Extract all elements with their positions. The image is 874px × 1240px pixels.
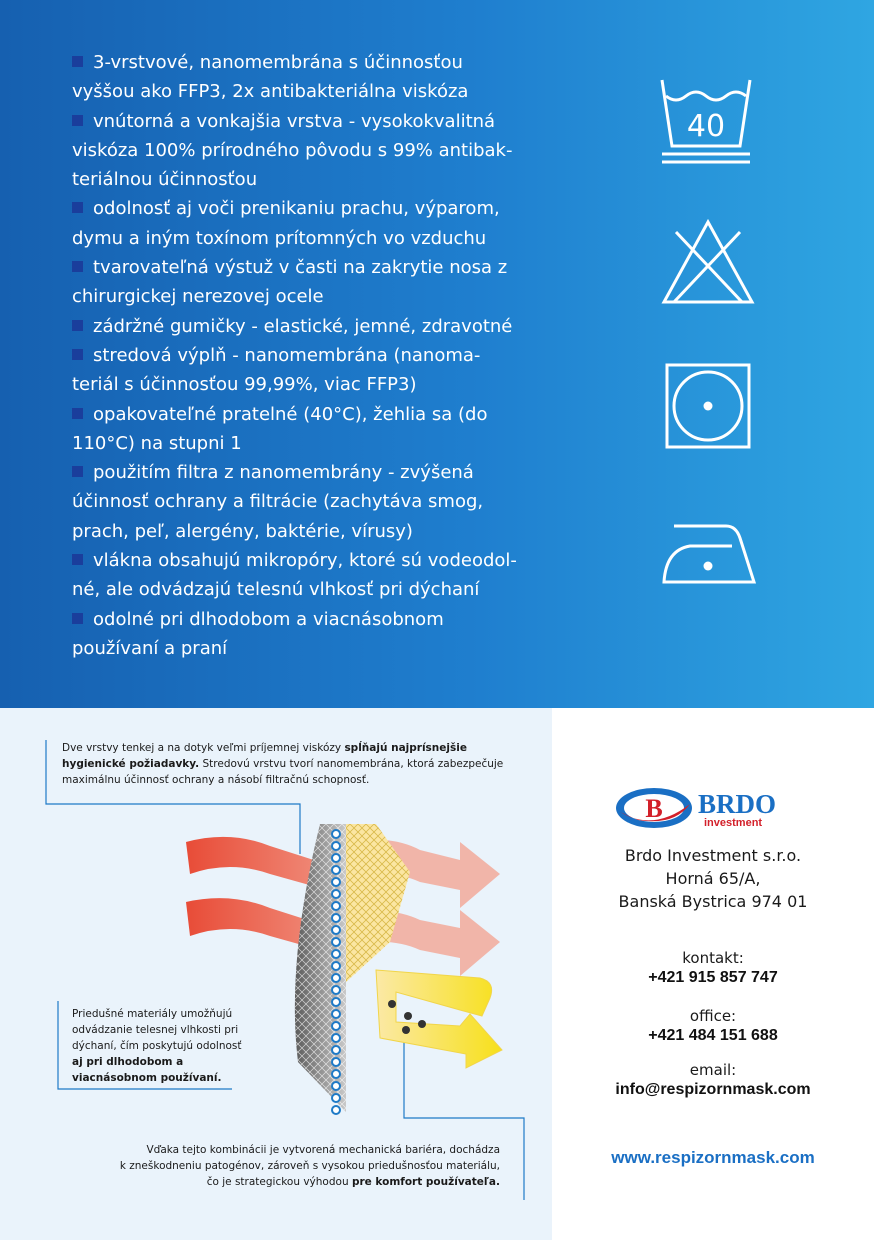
bullet-icon	[72, 613, 83, 624]
office-value[interactable]: +421 484 151 688	[648, 1027, 778, 1044]
feature-item: odolné pri dlhodobom a viacnásobnom používaní a praní	[72, 608, 444, 659]
contact-value[interactable]: +421 915 857 747	[648, 969, 778, 986]
moisture-arrow	[376, 970, 502, 1068]
company-street: Horná 65/A,	[665, 869, 761, 888]
bullet-icon	[72, 349, 83, 360]
callout-barrier: Vďaka tejto kombinácii je vytvorená mechanická bariéra, dochádza k zneškodneniu patogénov, zároveň s vysokou priedušnosťou materiálu, čo je strategickou výhodou pre komfort používateľa.	[119, 1144, 500, 1188]
feature-item: použitím filtra z nanomembrány - zvýšená účinnosť ochrany a filtrácie (zachytáva smog, prach, peľ, alergény, baktérie, vírusy)	[72, 462, 484, 542]
contact-email	[552, 1060, 874, 1100]
feature-list	[72, 48, 592, 663]
callout-breathable: Priedušné materiály umožňujú odvádzanie telesnej vlhkosti pri dýchaní, čím poskytujú odolnosť aj pri dlhodobom a viacnásobnom používaní.	[72, 1008, 242, 1084]
brdo-logo	[614, 786, 790, 830]
feature-item: vnútorná a vonkajšia vrstva - vysokokvalitná viskóza 100% prírodného pôvodu s 99% antibak- teriálnou účinnosťou	[72, 110, 513, 191]
contact-label: kontakt:	[682, 949, 744, 967]
bullet-icon	[72, 261, 83, 272]
office-label: office:	[689, 1007, 737, 1025]
logo-letter: B	[645, 794, 663, 823]
tumble-dry-low-icon	[664, 362, 752, 450]
email-link[interactable]: info@respizornmask.com	[615, 1081, 811, 1098]
bullet-icon	[72, 466, 83, 477]
feature-item: vlákna obsahujú mikropóry, ktoré sú vodeodol- né, ale odvádzajú telesnú vlhkosť pri dýchaní	[72, 550, 517, 601]
feature-item: 3-vrstvové, nanomembrána s účinnosťou vyššou ako FFP3, 2x antibakteriálna viskóza	[72, 52, 469, 103]
email-label: email:	[689, 1061, 737, 1079]
feature-item: stredová výplň - nanomembrána (nanoma- teriál s účinnosťou 99,99%, viac FFP3)	[72, 344, 481, 396]
callout-layers: Dve vrstvy tenkej a na dotyk veľmi príjemnej viskózy spĺňajú najprísnejšie hygienické požiadavky. Stredovú vrstvu tvorí nanomembrána, ktorá zabezpečuje maximálnu účinnosť ochrany a násobí filtračnú schopnosť.	[62, 742, 504, 786]
no-bleach-icon	[660, 218, 756, 308]
bullet-icon	[72, 56, 83, 67]
website-link[interactable]: www.respizornmask.com	[611, 1148, 815, 1167]
bullet-icon	[72, 408, 83, 419]
wash-40-icon	[656, 74, 756, 174]
bullet-icon	[72, 320, 83, 331]
company-name: Brdo Investment s.r.o.	[624, 846, 802, 865]
iron-low-icon	[660, 520, 760, 590]
feature-item: odolnosť aj voči prenikaniu prachu, výparom, dymu a iným toxínom prítomných vo vzduchu	[72, 198, 500, 249]
feature-item: zádržné gumičky - elastické, jemné, zdravotné	[72, 312, 592, 341]
company-city: Banská Bystrica 974 01	[618, 892, 808, 911]
company-address	[552, 844, 874, 913]
bullet-icon	[72, 202, 83, 213]
bullet-icon	[72, 554, 83, 565]
bullet-icon	[72, 115, 83, 126]
contact-phone	[552, 948, 874, 988]
mask-layer-illustration	[170, 812, 510, 1122]
brand-name: BRDO	[698, 789, 777, 819]
office-phone	[552, 1006, 874, 1046]
feature-item: opakovateľné pratelné (40°C), žehlia sa (do 110°C) na stupni 1	[72, 403, 488, 454]
brand-sub: investment	[704, 817, 763, 829]
feature-item: tvarovateľná výstuž v časti na zakrytie nosa z chirurgickej nerezovej ocele	[72, 257, 508, 308]
wash-temperature: 40	[686, 109, 726, 144]
